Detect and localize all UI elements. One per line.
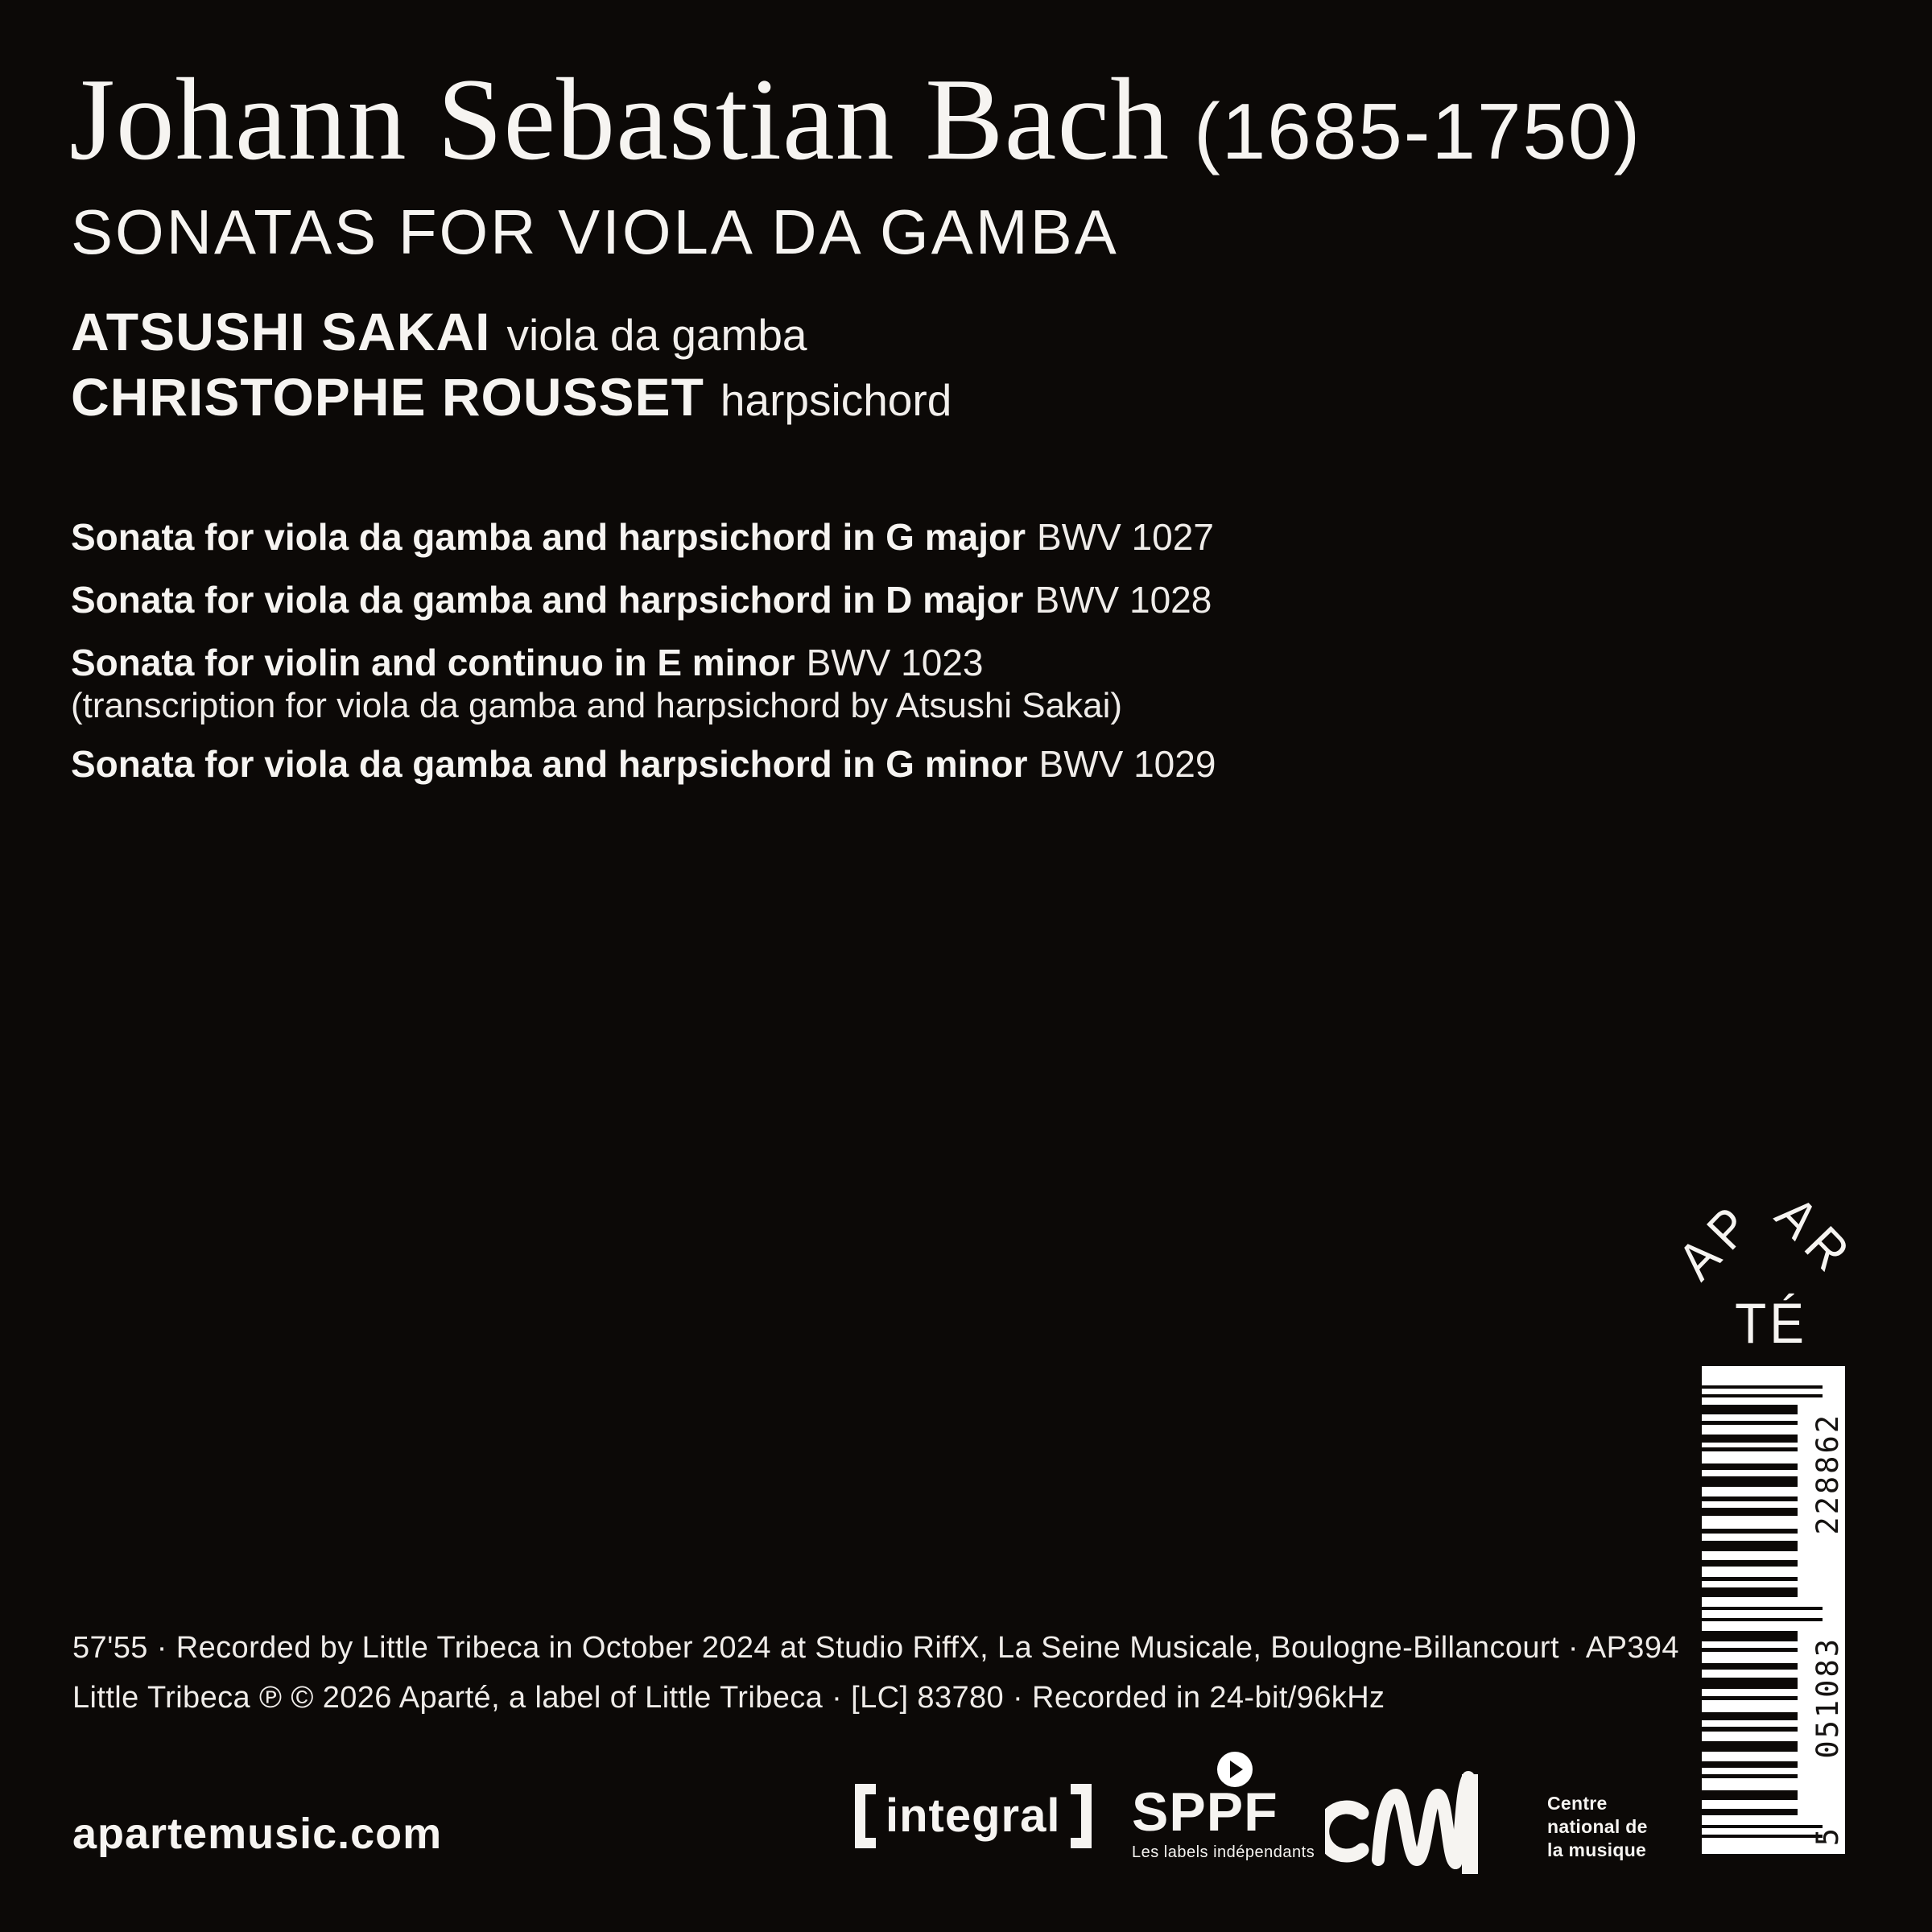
label-website: apartemusic.com bbox=[72, 1810, 443, 1858]
aparte-logo-left-wing: AP bbox=[1666, 1189, 1768, 1291]
cnm-logo bbox=[1325, 1760, 1526, 1880]
barcode-bar bbox=[1702, 1663, 1798, 1670]
barcode bbox=[1702, 1366, 1845, 1854]
barcode-bar bbox=[1702, 1421, 1798, 1425]
barcode-bar bbox=[1702, 1809, 1798, 1815]
credits-line-2: Little Tribeca ℗ © 2026 Aparté, a label of Little Tribeca · [LC] 83780 · Recorded in 24-bit/96kHz bbox=[72, 1681, 1385, 1715]
performer-row bbox=[71, 301, 807, 362]
track-row bbox=[71, 742, 1216, 786]
barcode-bar bbox=[1702, 1774, 1798, 1778]
barcode-bar bbox=[1702, 1541, 1798, 1551]
barcode-digits-upper: 228862 bbox=[1810, 1413, 1845, 1535]
barcode-bar bbox=[1702, 1618, 1823, 1621]
cnm-caption: Centre national de la musique bbox=[1547, 1793, 1648, 1860]
aparte-label-logo bbox=[1666, 1166, 1868, 1356]
barcode-bar bbox=[1702, 1607, 1823, 1610]
integral-right-bracket bbox=[1071, 1784, 1092, 1848]
barcode-bar bbox=[1702, 1560, 1798, 1567]
track-title: Sonata for viola da gamba and harpsichord in D major bbox=[71, 579, 1024, 621]
barcode-bar bbox=[1702, 1435, 1798, 1442]
barcode-bar bbox=[1702, 1790, 1798, 1800]
track-note: (transcription for viola da gamba and harpsichord by Atsushi Sakai) bbox=[71, 686, 1123, 725]
composer-dates: (1685-1750) bbox=[1194, 87, 1642, 175]
track-catalog: BWV 1027 bbox=[1037, 516, 1214, 558]
barcode-bar bbox=[1702, 1463, 1798, 1470]
integral-wordmark: integral bbox=[886, 1790, 1061, 1842]
credits-line-1: 57'55 · Recorded by Little Tribeca in October 2024 at Studio RiffX, La Seine Musicale, Boulogne-Billancourt · AP394 bbox=[72, 1631, 1679, 1665]
integral-logo bbox=[855, 1784, 1092, 1848]
track-row bbox=[71, 515, 1214, 559]
barcode-bar bbox=[1702, 1405, 1798, 1414]
barcode-bar bbox=[1702, 1587, 1798, 1597]
track-catalog: BWV 1028 bbox=[1034, 579, 1212, 621]
barcode-digit-first: 5 bbox=[1810, 1825, 1845, 1846]
barcode-bar bbox=[1702, 1835, 1823, 1838]
barcode-bar bbox=[1702, 1577, 1798, 1581]
barcode-bar bbox=[1702, 1761, 1798, 1768]
barcode-bar bbox=[1702, 1394, 1823, 1397]
sppf-logo: SPPF bbox=[1132, 1781, 1278, 1843]
barcode-bar bbox=[1702, 1825, 1823, 1828]
performer-row bbox=[71, 366, 952, 427]
track-row bbox=[71, 641, 983, 684]
barcode-digits-lower: 051083 bbox=[1810, 1637, 1845, 1759]
barcode-bar bbox=[1702, 1741, 1798, 1752]
track-title: Sonata for viola da gamba and harpsichord in G major bbox=[71, 516, 1026, 558]
sppf-tagline: Les labels indépendants bbox=[1132, 1843, 1315, 1861]
title-line bbox=[69, 52, 1641, 187]
composer-name: Johann Sebastian Bach bbox=[69, 54, 1170, 184]
performer-name: ATSUSHI SAKAI bbox=[71, 302, 491, 361]
barcode-bar bbox=[1702, 1529, 1798, 1533]
performer-name: CHRISTOPHE ROUSSET bbox=[71, 367, 704, 427]
barcode-bar bbox=[1702, 1447, 1798, 1451]
barcode-bar bbox=[1702, 1508, 1798, 1517]
barcode-bar bbox=[1702, 1648, 1798, 1652]
performer-instrument: harpsichord bbox=[720, 375, 952, 425]
barcode-bar bbox=[1702, 1385, 1823, 1389]
barcode-bar bbox=[1702, 1631, 1798, 1641]
barcode-bar bbox=[1702, 1476, 1798, 1487]
performer-instrument: viola da gamba bbox=[506, 310, 807, 360]
integral-left-bracket bbox=[855, 1784, 876, 1848]
album-title: SONATAS FOR VIOLA DA GAMBA bbox=[71, 196, 1119, 267]
barcode-bar bbox=[1702, 1496, 1798, 1501]
barcode-bar bbox=[1702, 1678, 1798, 1688]
aparte-logo-right-wing: AR bbox=[1764, 1185, 1868, 1289]
track-catalog: BWV 1023 bbox=[806, 642, 984, 683]
barcode-bar bbox=[1702, 1727, 1798, 1731]
track-title: Sonata for violin and continuo in E minor bbox=[71, 642, 795, 683]
track-catalog: BWV 1029 bbox=[1038, 743, 1216, 785]
barcode-bar bbox=[1702, 1696, 1798, 1700]
play-triangle-icon bbox=[1230, 1761, 1243, 1778]
track-row bbox=[71, 578, 1212, 621]
barcode-bar bbox=[1702, 1712, 1798, 1721]
aparte-logo-base: TÉ bbox=[1735, 1291, 1807, 1356]
track-title: Sonata for viola da gamba and harpsichord in G minor bbox=[71, 743, 1028, 785]
